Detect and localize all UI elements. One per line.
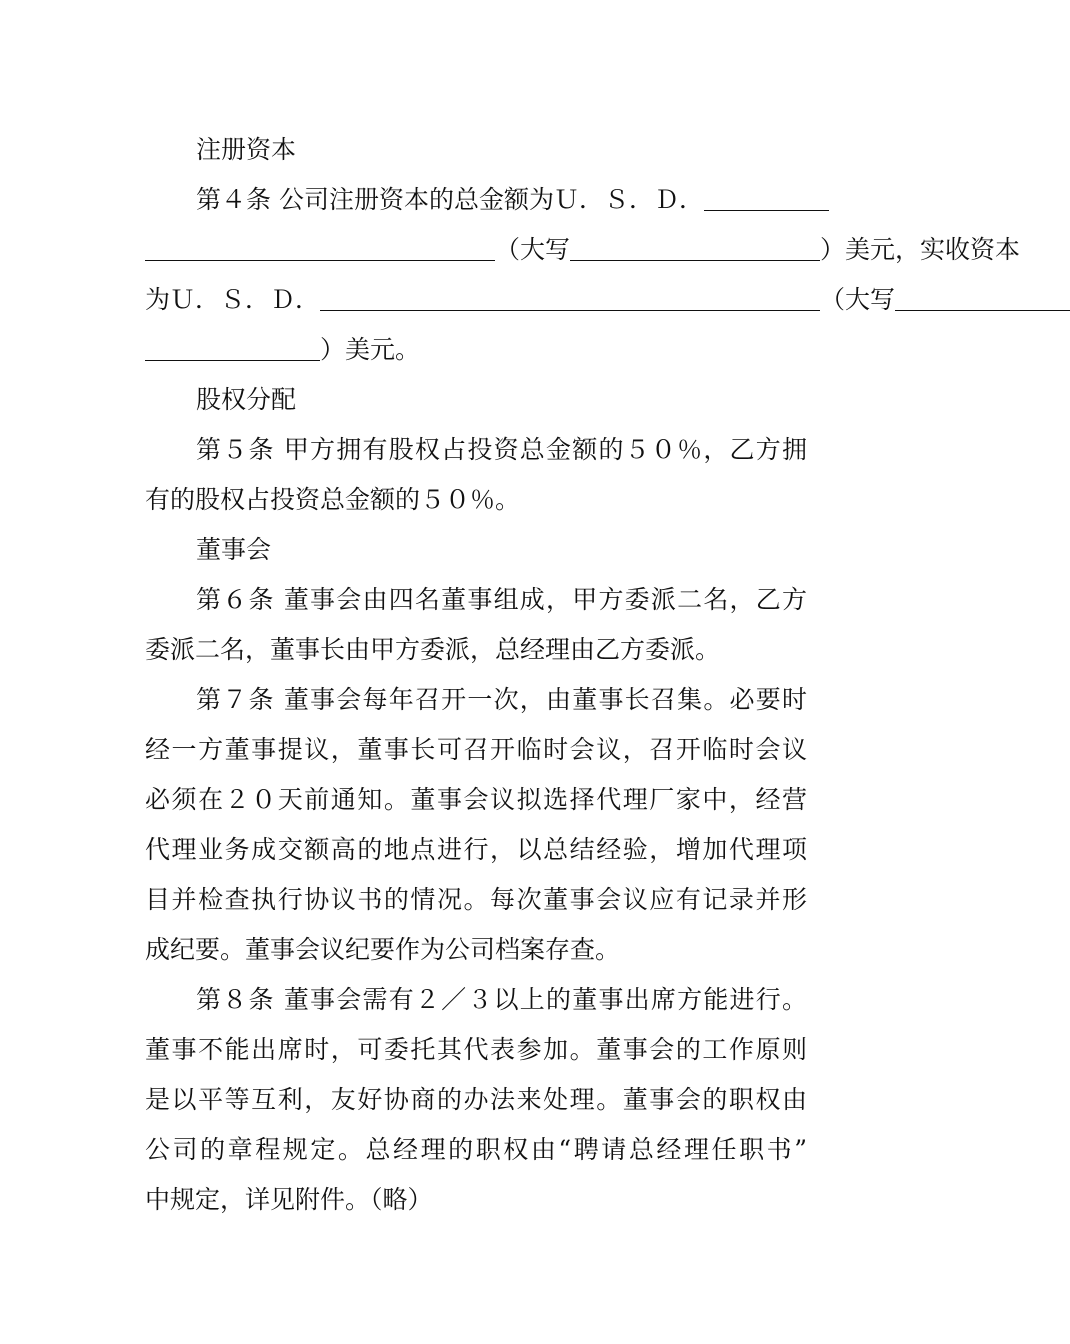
article-7-line-6: 成纪要。董事会议纪要作为公司档案存查。 (145, 935, 621, 964)
article-8-line-5: 中规定，详见附件。（略） (145, 1185, 433, 1214)
article-7-line-2: 经一方董事提议，董事长可召开临时会议，召开临时会议 (145, 735, 807, 764)
article-4-line-2: ＿＿＿＿＿＿＿＿＿＿＿＿＿＿（大写＿＿＿＿＿＿＿＿＿＿）美元，实收资本 (145, 235, 1021, 264)
section-heading-registered-capital: 注册资本 (196, 135, 297, 164)
article-8-line-1: 第８条 董事会需有２／３以上的董事出席方能进行。 (196, 985, 807, 1014)
article-7-line-3: 必须在２０天前通知。董事会议拟选择代理厂家中，经营 (145, 785, 807, 814)
article-6-line-1: 第６条 董事会由四名董事组成，甲方委派二名，乙方 (196, 585, 807, 614)
article-5-line-2: 有的股权占投资总金额的５０％。 (145, 485, 521, 514)
section-heading-equity: 股权分配 (196, 385, 297, 414)
article-8-line-2: 董事不能出席时，可委托其代表参加。董事会的工作原则 (145, 1035, 807, 1064)
article-7-line-1: 第７条 董事会每年召开一次，由董事长召集。必要时 (196, 685, 807, 714)
article-4-line-1: 第４条 公司注册资本的总金额为Ｕ．Ｓ．Ｄ．＿＿＿＿＿ (196, 185, 829, 214)
article-4-line-4: ＿＿＿＿＿＿＿）美元。 (145, 335, 421, 364)
section-heading-board: 董事会 (196, 535, 272, 564)
article-7-line-4: 代理业务成交额高的地点进行，以总结经验，增加代理项 (145, 835, 807, 864)
article-7-line-5: 目并检查执行协议书的情况。每次董事会议应有记录并形 (145, 885, 807, 914)
article-8-line-3: 是以平等互利，友好协商的办法来处理。董事会的职权由 (145, 1085, 807, 1114)
article-6-line-2: 委派二名，董事长由甲方委派，总经理由乙方委派。 (145, 635, 721, 664)
article-5-line-1: 第５条 甲方拥有股权占投资总金额的５０％，乙方拥 (196, 435, 807, 464)
article-8-line-4: 公司的章程规定。总经理的职权由“聘请总经理任职书” (145, 1135, 807, 1164)
article-4-line-3: 为Ｕ．Ｓ．Ｄ．＿＿＿＿＿＿＿＿＿＿＿＿＿＿＿＿＿＿＿＿（大写＿＿＿＿＿＿＿ (145, 285, 1070, 314)
